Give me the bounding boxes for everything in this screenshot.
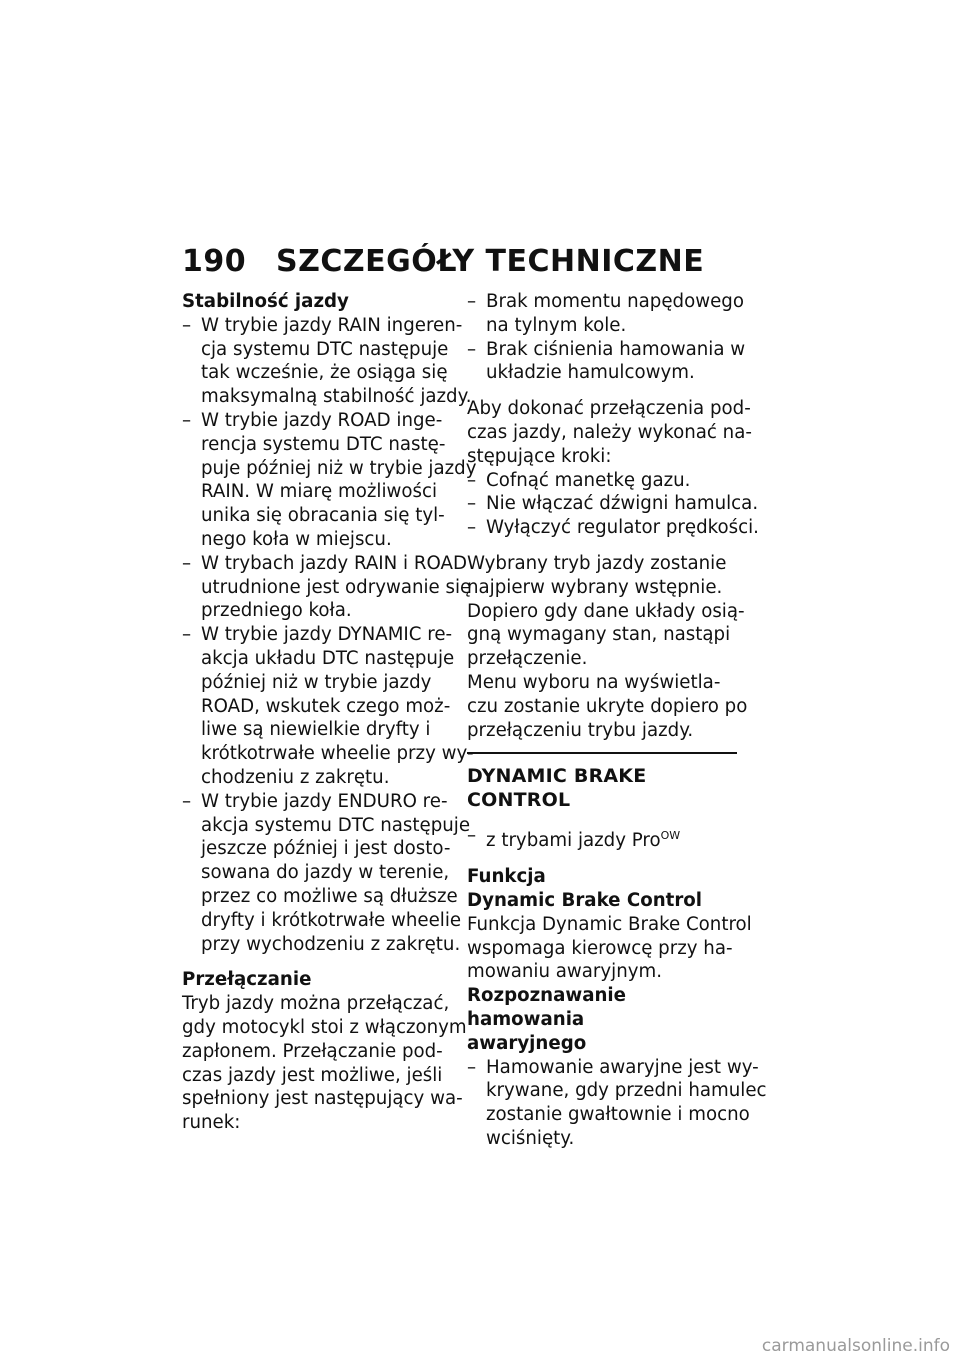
stability-list — [182, 314, 477, 957]
text-line: – Hamowanie awaryjne jest wy- — [486, 1056, 759, 1078]
text-line: wciśnięty. — [486, 1127, 575, 1149]
text-line: cja systemu DTC następuje — [201, 338, 449, 360]
function-paragraph — [467, 913, 752, 984]
text-line: – Brak ciśnienia hamowania w — [486, 338, 746, 360]
text-line: przełączenie. — [467, 648, 588, 670]
text-line: ROAD, wskutek czego moż- — [201, 695, 451, 717]
text-line: – W trybie jazdy DYNAMIC re- — [201, 624, 453, 646]
step-list-item — [467, 492, 759, 516]
text-line: przełączeniu trybu jazdy. — [467, 719, 694, 741]
text-line: zostanie gwałtownie i mocno — [486, 1104, 750, 1126]
text-line: przez co możliwe są dłuższe — [201, 885, 458, 907]
text-line: na tylnym kole. — [486, 314, 627, 336]
text-line: utrudnione jest odrywanie się — [201, 576, 472, 598]
text-line: – W trybach jazdy RAIN i ROAD — [201, 552, 467, 574]
text-line: – W trybie jazdy ROAD inge- — [201, 409, 443, 431]
text-line: zapłonem. Przełączanie pod- — [182, 1040, 443, 1062]
text-line: – Cofnąć manetkę gazu. — [486, 469, 691, 491]
condition-list-item — [467, 338, 746, 386]
menu-paragraph — [467, 671, 748, 742]
detection-list-item — [467, 1056, 767, 1151]
stability-list-item — [182, 790, 471, 957]
text-line: gdy motocykl stoi z włączonym — [182, 1016, 467, 1038]
switching-paragraph — [182, 992, 467, 1135]
stability-list-item — [182, 409, 477, 552]
stability-list-item — [182, 552, 472, 623]
detection-heading-cont: awaryjnego — [467, 1032, 587, 1054]
function-heading: Funkcja — [467, 866, 546, 888]
text-line: – W trybie jazdy ENDURO re- — [201, 790, 448, 812]
text-line: sowana do jazdy w terenie, — [201, 862, 450, 884]
selected-mode-paragraph — [467, 552, 745, 671]
text-line: tak wcześnie, że osiąga się — [201, 362, 448, 384]
page-number: 190 — [182, 244, 247, 279]
detection-list — [467, 1056, 767, 1151]
text-line: przy wychodzeniu z zakrętu. — [201, 933, 461, 955]
text-line: puje później niż w trybie jazdy — [201, 457, 477, 479]
text-line: unika się obracania się tyl- — [201, 505, 445, 527]
text-line: czas jazdy, należy wykonać na- — [467, 421, 752, 443]
text-line: przedniego koła. — [201, 600, 352, 622]
text-line: krywane, gdy przedni hamulec — [486, 1080, 767, 1102]
switching-heading: Przełączanie — [182, 969, 312, 991]
text-line: gną wymagany stan, nastąpi — [467, 624, 731, 646]
condition-list-item — [467, 290, 744, 338]
detection-heading: Rozpoznawanie hamowania — [467, 985, 626, 1030]
step-list-item — [467, 469, 737, 493]
text-line: – W trybie jazdy RAIN ingeren- — [201, 314, 463, 336]
text-line: – Nie włączać dźwigni hamulca. — [486, 493, 759, 515]
text-line: chodzeniu z zakrętu. — [201, 766, 390, 788]
text-line: układzie hamulcowym. — [486, 362, 695, 384]
watermark: carmanualsonline.info — [761, 1336, 950, 1356]
right-column — [467, 290, 767, 1151]
text-line: Menu wyboru na wyświetla- — [467, 671, 721, 693]
stability-list-item — [182, 314, 472, 409]
section-rule — [467, 752, 737, 754]
text-line: maksymalną stabilność jazdy. — [201, 386, 472, 408]
chapter-title: SZCZEGÓŁY TECHNICZNE — [276, 244, 705, 279]
text-line: stępujące kroki: — [467, 445, 612, 467]
text-line: czas jazdy jest możliwe, jeśli — [182, 1064, 443, 1086]
text-line: wspomaga kierowcę przy ha- — [467, 937, 733, 959]
text-line: – Brak momentu napędowego — [486, 291, 744, 312]
text-line: Dopiero gdy dane układy osią- — [467, 600, 745, 622]
text-line: krótkotrwałe wheelie przy wy- — [201, 743, 474, 765]
text-line: Aby dokonać przełączenia pod- — [467, 398, 751, 420]
stability-heading: Stabilność jazdy — [182, 291, 349, 312]
steps-intro — [467, 397, 752, 468]
dbc-option-text: z trybami jazdy Pro — [486, 830, 661, 852]
text-line: nego koła w miejscu. — [201, 528, 392, 550]
steps-list — [467, 469, 759, 540]
function-subheading: Dynamic Brake Control — [467, 890, 703, 911]
text-line: Tryb jazdy można przełączać, — [182, 993, 450, 1015]
condition-list — [467, 290, 746, 385]
text-line: Funkcja Dynamic Brake Control — [467, 913, 752, 935]
left-column — [182, 290, 477, 1135]
dbc-option-item — [467, 824, 737, 853]
text-line: akcja układu DTC następuje — [201, 647, 455, 669]
text-line: runek: — [182, 1112, 241, 1134]
step-list-item — [467, 516, 759, 540]
stability-list-item — [182, 623, 474, 790]
page-header — [182, 244, 704, 279]
text-line: spełniony jest następujący wa- — [182, 1088, 463, 1110]
text-line: Wybrany tryb jazdy zostanie — [467, 552, 727, 574]
text-line: rencja systemu DTC nastę- — [201, 433, 446, 455]
text-line: – Wyłączyć regulator prędkości. — [486, 517, 759, 539]
text-line: dryfty i krótkotrwałe wheelie — [201, 909, 462, 931]
text-line: liwe są niewielkie dryfty i — [201, 719, 431, 741]
text-line: RAIN. W miarę możliwości — [201, 481, 438, 503]
text-line: później niż w trybie jazdy — [201, 671, 432, 693]
text-line: jeszcze później i jest dosto- — [201, 838, 451, 860]
text-line: mowaniu awaryjnym. — [467, 961, 663, 983]
text-line: akcja systemu DTC następuje — [201, 814, 471, 836]
dbc-section-title: DYNAMIC BRAKE CONTROL — [467, 765, 647, 812]
dbc-option-superscript: OW — [660, 829, 681, 843]
text-line: czu zostanie ukryte dopiero po — [467, 695, 748, 717]
text-line: najpierw wybrany wstępnie. — [467, 576, 723, 598]
